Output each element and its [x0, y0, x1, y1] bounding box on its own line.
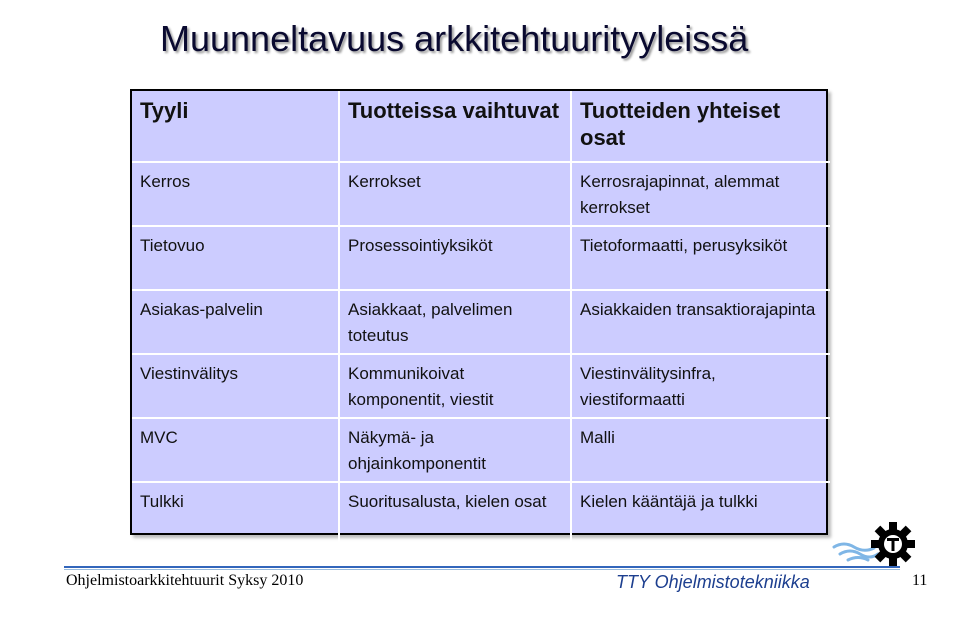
- slide-title: Muunneltavuus arkkitehtuurityyleissä: [160, 18, 749, 59]
- header-vaihtuvat: Tuotteissa vaihtuvat: [339, 91, 571, 162]
- table-row: [132, 418, 830, 482]
- footer-course: Ohjelmistoarkkitehtuurit Syksy 2010: [66, 572, 304, 589]
- table-cell: Kerros: [132, 162, 339, 226]
- header-tyyli: Tyyli: [132, 91, 339, 162]
- footer-divider: [64, 566, 900, 568]
- table-cell: Tulkki: [132, 482, 339, 545]
- table-cell: Kerrokset: [339, 162, 571, 226]
- table-row: [132, 290, 830, 354]
- table-row: [132, 482, 830, 545]
- comparison-table: [130, 89, 828, 535]
- header-yhteiset: Tuotteiden yhteiset osat: [571, 91, 830, 162]
- table-cell: Näkymä- ja ohjainkomponentit: [339, 418, 571, 482]
- table-cell: Viestinvälitys: [132, 354, 339, 418]
- tty-gear-logo-icon: [830, 520, 930, 570]
- table-cell: Kommunikoivat komponentit, viestit: [339, 354, 571, 418]
- table-row: [132, 162, 830, 226]
- footer-divider-light: [64, 569, 900, 570]
- table-cell: Kielen kääntäjä ja tulkki: [571, 482, 830, 545]
- table-cell: Malli: [571, 418, 830, 482]
- table-cell: Tietovuo: [132, 226, 339, 290]
- table-header-row: [132, 91, 830, 162]
- table-cell: Prosessointiyksiköt: [339, 226, 571, 290]
- table-cell: MVC: [132, 418, 339, 482]
- table-cell: Suoritusalusta, kielen osat: [339, 482, 571, 545]
- page-number: 11: [912, 572, 928, 589]
- table-cell: Viestinvälitysinfra, viestiformaatti: [571, 354, 830, 418]
- table-cell: Asiakkaiden transaktiorajapinta: [571, 290, 830, 354]
- table-row: [132, 226, 830, 290]
- table-row: [132, 354, 830, 418]
- table-cell: Asiakas-palvelin: [132, 290, 339, 354]
- table-cell: Kerrosrajapinnat, alemmat kerrokset: [571, 162, 830, 226]
- footer-department: TTY Ohjelmistotekniikka: [616, 572, 810, 592]
- gear-icon: [871, 522, 915, 566]
- table-cell: Tietoformaatti, perusyksiköt: [571, 226, 830, 290]
- table-cell: Asiakkaat, palvelimen toteutus: [339, 290, 571, 354]
